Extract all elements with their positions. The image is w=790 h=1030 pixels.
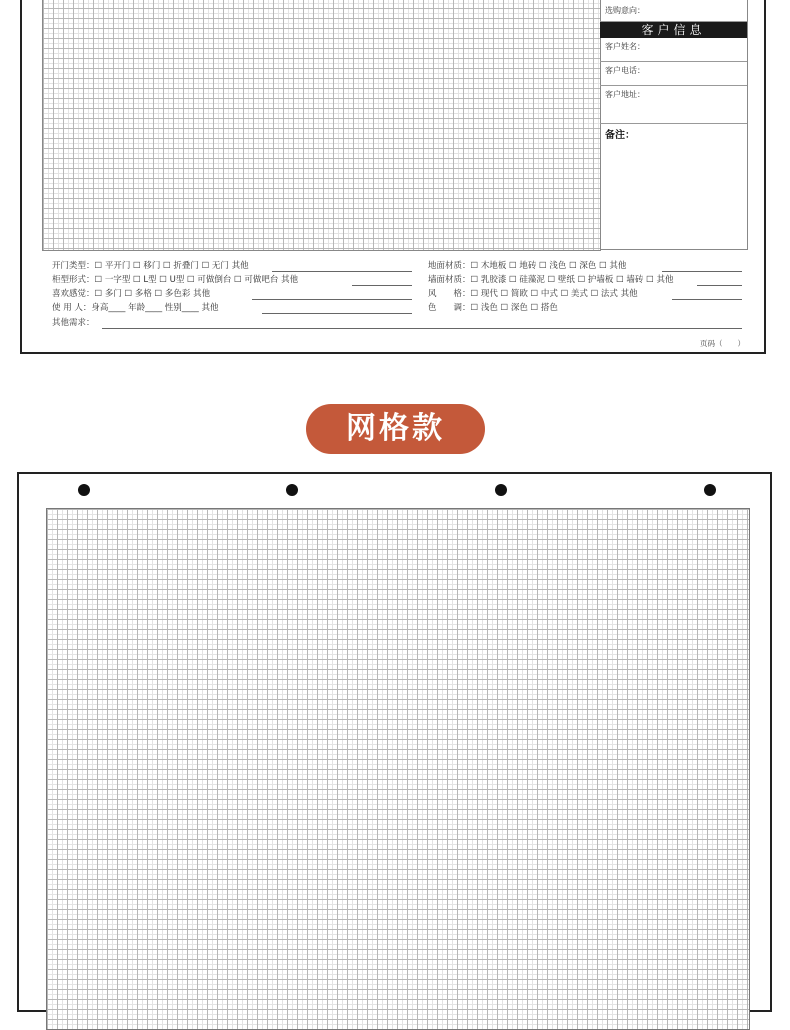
preferred-feel-row: 喜欢感觉：☐ 多门 ☐ 多格 ☐ 多色彩 其他 xyxy=(52,289,211,299)
grid-sheet-preview xyxy=(17,472,772,1012)
user-row: 使 用 人：身高____ 年龄____ 性别____ 其他 xyxy=(52,303,219,313)
grid-paper xyxy=(46,508,750,1030)
grid-area xyxy=(42,0,601,251)
binding-hole-icon xyxy=(78,484,90,496)
customer-address-label: 客户地址： xyxy=(600,86,747,124)
page-number: 页码（ ） xyxy=(700,339,745,348)
customer-info-panel xyxy=(600,0,748,250)
purpose-label: 选购意向： xyxy=(600,0,747,22)
wall-material-row: 墙面材质：☐ 乳胶漆 ☐ 硅藻泥 ☐ 壁纸 ☐ 护墙板 ☐ 墙砖 ☐ 其他 xyxy=(428,275,674,285)
grid-style-tag: 网格款 xyxy=(306,404,485,454)
floor-material-row: 地面材质：☐ 木地板 ☐ 地砖 ☐ 浅色 ☐ 深色 ☐ 其他 xyxy=(428,261,627,271)
design-sheet-preview xyxy=(20,0,766,354)
customer-phone-label: 客户电话： xyxy=(600,62,747,86)
customer-name-label: 客户姓名： xyxy=(600,38,747,62)
color-tone-row: 色 调：☐ 浅色 ☐ 深色 ☐ 搭色 xyxy=(428,303,558,313)
style-row: 风 格：☐ 现代 ☐ 简欧 ☐ 中式 ☐ 美式 ☐ 法式 其他 xyxy=(428,289,638,299)
customer-info-header: 客户信息 xyxy=(600,22,747,38)
other-needs-row: 其他需求： xyxy=(52,318,95,328)
door-type-row: 开门类型：☐ 平开门 ☐ 移门 ☐ 折叠门 ☐ 无门 其他 xyxy=(52,261,249,271)
cabinet-shape-row: 柜型形式：☐ 一字型 ☐ L型 ☐ U型 ☐ 可做倒台 ☐ 可做吧台 其他 xyxy=(52,275,299,285)
binding-hole-icon xyxy=(495,484,507,496)
binding-hole-icon xyxy=(286,484,298,496)
notes-label: 备注： xyxy=(605,130,635,141)
binding-hole-icon xyxy=(704,484,716,496)
